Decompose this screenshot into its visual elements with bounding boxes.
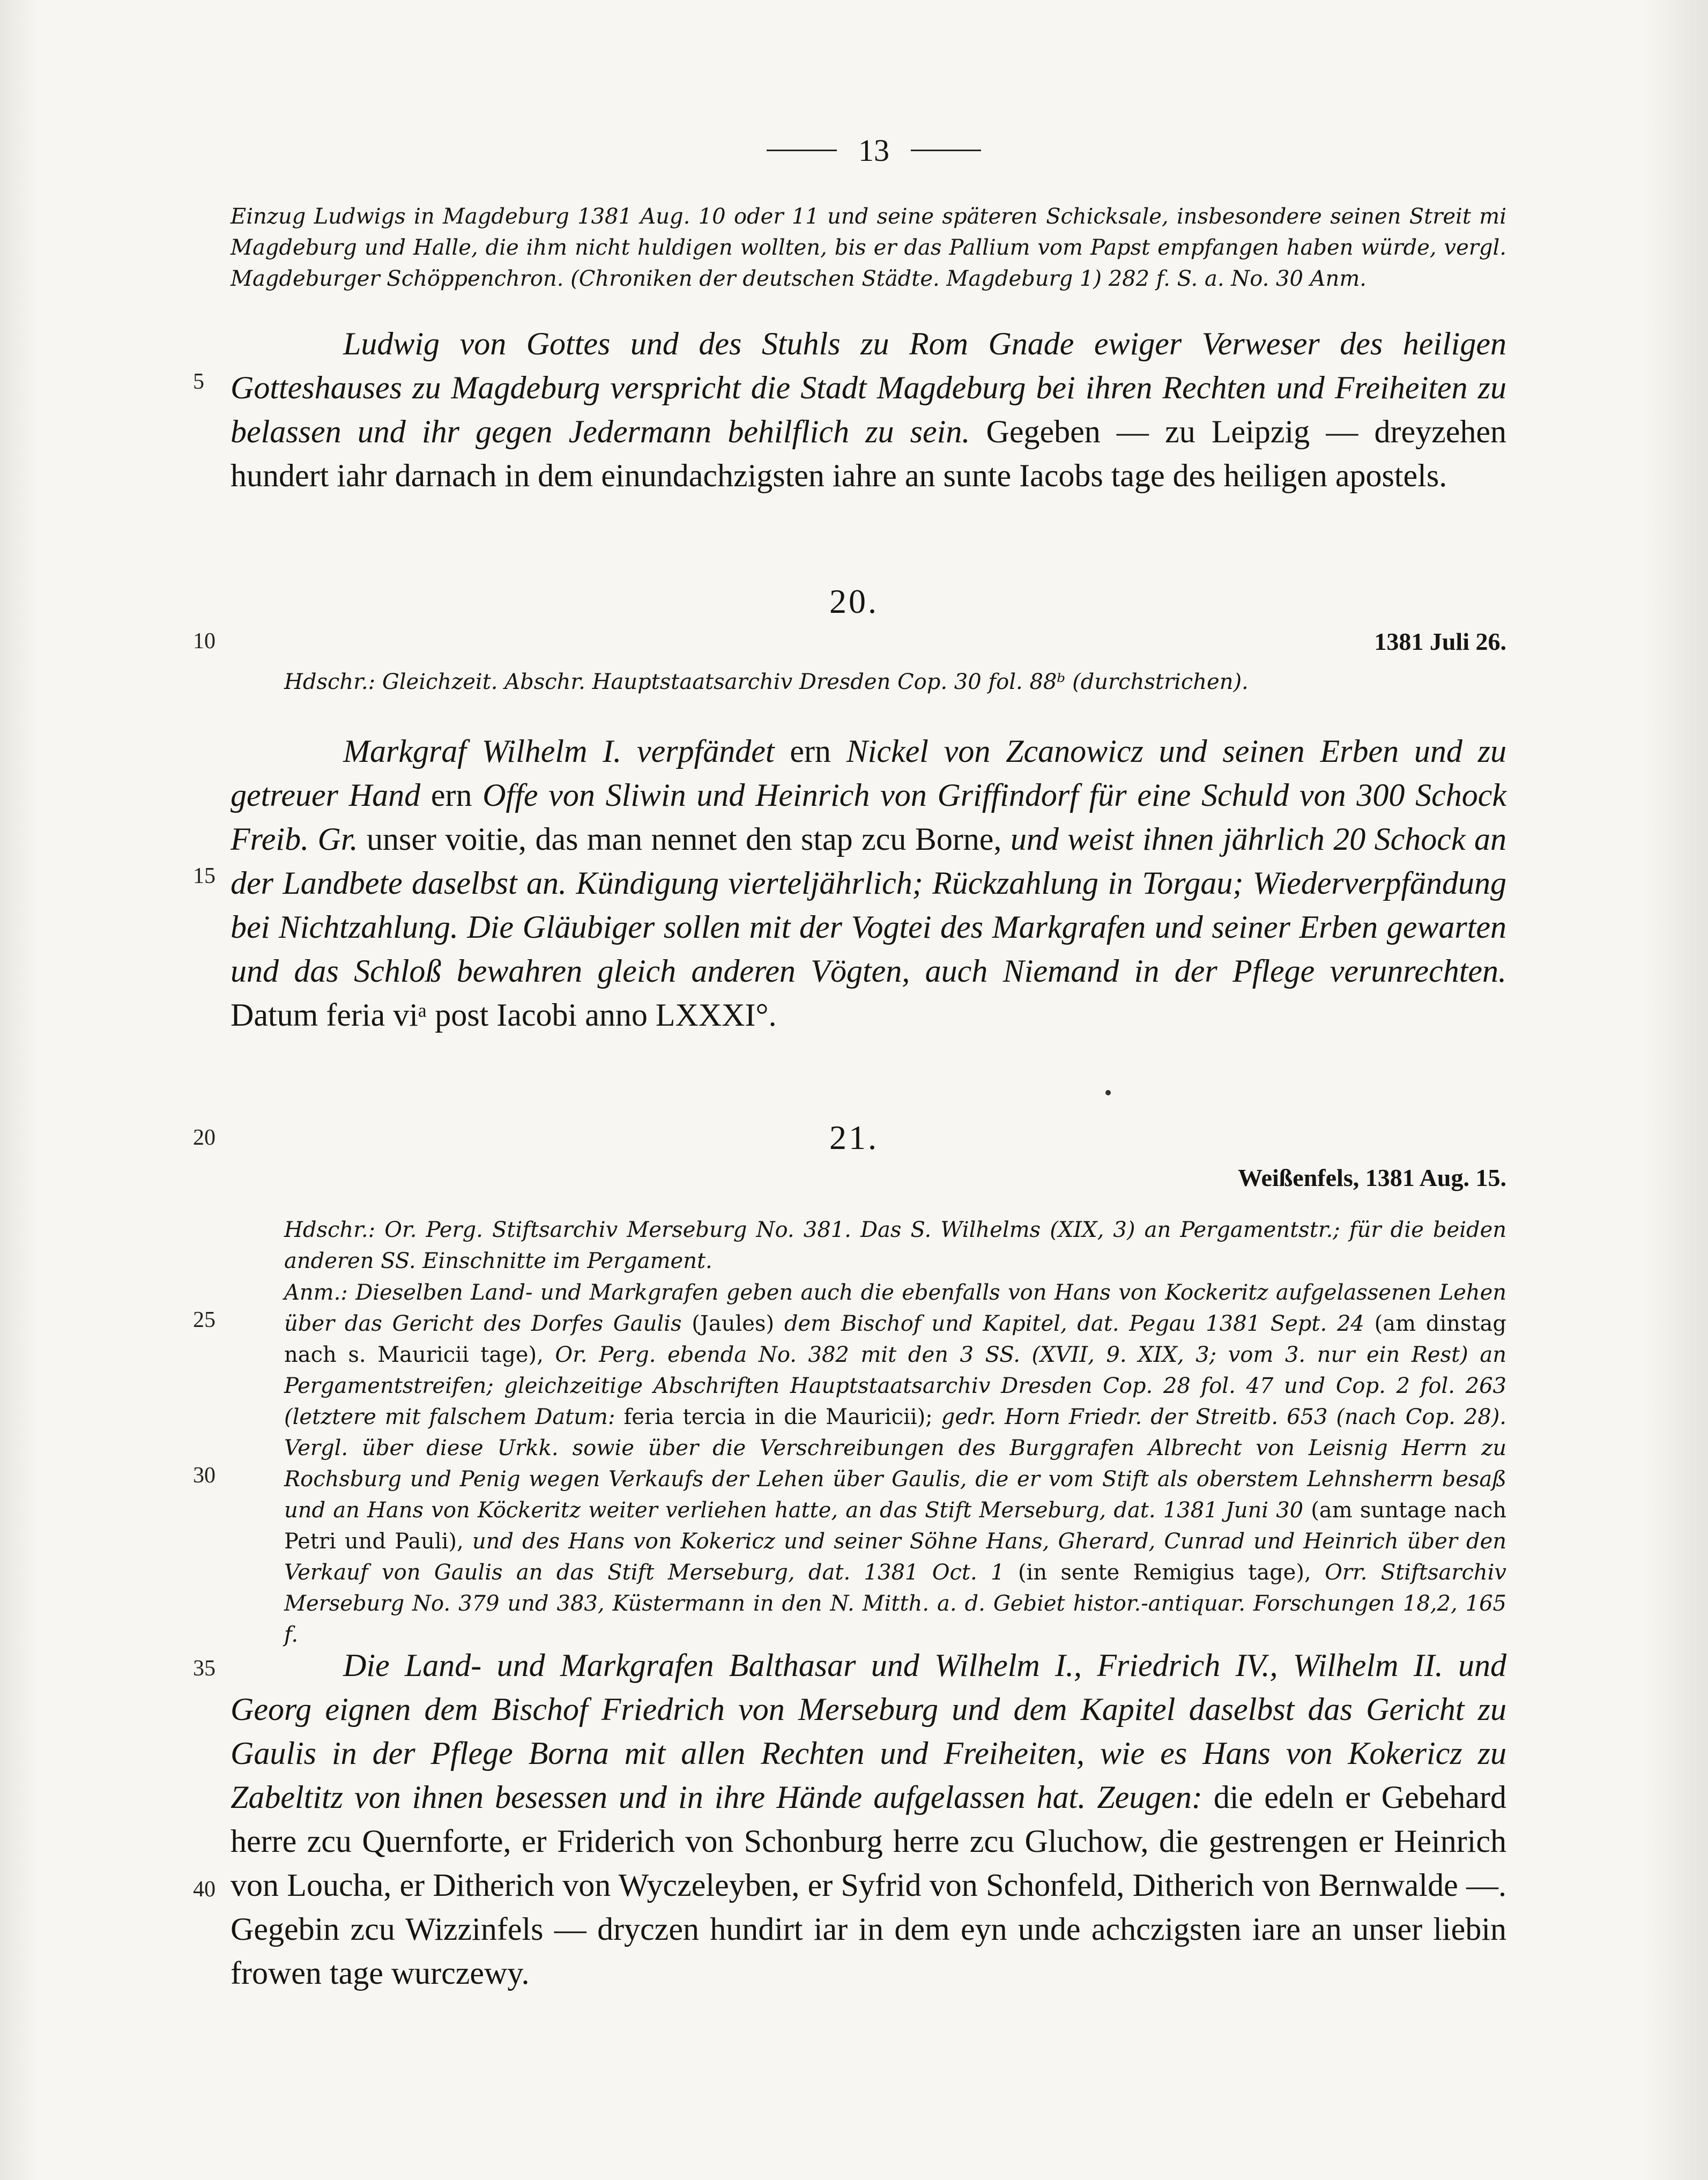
doc21-source-text: Hdschr.: Or. Perg. Stiftsarchiv Merseburg No. 381. Das S. Wilhelms (XIX, 3) an Pergamentstr.; für die beiden anderen SS. Einschnitte im Pergament.: [284, 1218, 1506, 1273]
line-number: 40: [193, 1877, 216, 1902]
doc21-summary: Die Land- und Markgrafen Balthasar und Wilhelm I., Friedrich IV., Wilhelm II. und Georg eignen dem Bischof Friedrich von Merseburg und dem Kapitel daselbst das Gericht zu Gaulis in der Pflege Borna mit allen Rechten und Freiheiten, wie es Hans von Kokericz zu Zabeltitz von ihnen besessen und in ihre Hände aufgelassen hat. Zeugen:: [231, 1648, 1506, 1815]
header-rule-right: [911, 150, 981, 151]
doc20-source: [231, 666, 1506, 698]
doc21-annotation: [231, 1277, 1506, 1650]
doc20-quote-4: Datum feria viᵃ post Iacobi anno LXXXI°.: [231, 997, 777, 1033]
intro-note-text: Einzug Ludwigs in Magdeburg 1381 Aug. 10 oder 11 und seine späteren Schicksale, insbesondere seinen Streit mi Magdeburg und Halle, die ihm nicht huldigen wollten, bis er das Pallium vom Papst empfangen haben würde, vergl. Magdeburger Schöppenchron. (Chroniken der deutschen Städte. Magdeburg 1) 282 f. S. a. No. 30 Anm.: [231, 204, 1506, 291]
anm-2: dem Bischof und Kapitel, dat. Pegau 1381 Sept. 24: [784, 1311, 1364, 1336]
page-number: 13: [858, 132, 889, 168]
ludwig-paragraph: [231, 322, 1506, 498]
line-number: 25: [193, 1308, 216, 1332]
doc21-source: [231, 1214, 1506, 1277]
doc20-quote-1: ern: [790, 733, 831, 769]
anm-1: Anm.: Dieselben Land- und Markgrafen geben auch die ebenfalls von Hans von Kockeritz aufgelassenen Lehen über das Gericht des Dorfes Gaulis: [284, 1280, 1506, 1336]
anm-q2: (am dinstag nach s. Mauricii tage),: [284, 1311, 1506, 1367]
anm-q4: (am suntage nach Petri und Pauli),: [284, 1498, 1506, 1554]
doc20-text-1: Markgraf Wilhelm I. verpfändet: [343, 733, 775, 769]
doc20-text-2: Nickel von Zcanowicz und seinen Erben und zu getreuer Hand: [231, 733, 1506, 813]
doc21-text: [231, 1643, 1506, 1995]
anm-q3: feria tercia in die Mauricii);: [623, 1405, 933, 1429]
doc20-quote-3: unser voitie, das man nennet den stap zcu Borne,: [366, 821, 1002, 857]
line-number: 35: [193, 1656, 216, 1681]
anm-q1: (Jaules): [692, 1311, 775, 1336]
doc21-number: 21.: [829, 1118, 879, 1156]
anm-4: gedr. Horn Friedr. der Streitb. 653 (nach Cop. 28). Vergl. über diese Urkk. sowie über die Verschreibungen des Burggrafen Albrecht von Leisnig Herrn zu Rochsburg und Penig wegen Verkaufs der Lehen über Gaulis, die er vom Stift als oberstem Lehnsherrn besaß und an Hans von Köckeritz weiter verliehen hatte, an das Stift Merseburg, dat. 1381 Juni 30: [284, 1405, 1507, 1523]
line-number: 5: [193, 369, 204, 394]
doc20-text-3: Offe von Sliwin und Heinrich von Griffindorf für eine Schuld von 300 Schock Freib. Gr.: [231, 777, 1507, 857]
anm-q5: (in sente Remigius tage),: [1018, 1560, 1311, 1585]
ink-speck: [1105, 1090, 1111, 1095]
header-rule-left: [767, 150, 837, 151]
doc20-date: 1381 Juli 26.: [1374, 628, 1506, 655]
scan-edge-right: [1644, 0, 1708, 2180]
line-number: 15: [193, 864, 216, 888]
anm-6: Orr. Stiftsarchiv Merseburg No. 379 und 383, Küstermann in den N. Mitth. a. d. Gebiet histor.-antiquar. Forschungen 18,2, 165 f.: [284, 1560, 1506, 1647]
intro-note: [231, 201, 1506, 294]
anm-5: und des Hans von Kokericz und seiner Söhne Hans, Gherard, Cunrad und Heinrich über den Verkauf von Gaulis an das Stift Merseburg, dat. 1381 Oct. 1: [284, 1529, 1507, 1585]
doc20-number: 20.: [829, 582, 879, 620]
scan-edge-left: [0, 0, 38, 2180]
line-number: 20: [193, 1125, 216, 1150]
doc21-date: Weißenfels, 1381 Aug. 15.: [1238, 1164, 1506, 1191]
anm-3: Or. Perg. ebenda No. 382 mit den 3 SS. (XVII, 9. XIX, 3; vom 3. nur ein Rest) an Pergamentstreifen; gleichzeitige Abschriften Hauptstaatsarchiv Dresden Cop. 28 fol. 47 und Cop. 2 fol. 263 (letztere mit falschem Datum:: [284, 1343, 1506, 1429]
line-number: 10: [193, 629, 216, 654]
page-header: [745, 129, 1002, 172]
doc20-source-text: Hdschr.: Gleichzeit. Abschr. Hauptstaatsarchiv Dresden Cop. 30 fol. 88ᵇ (durchstrichen).: [284, 670, 1249, 694]
line-number: 30: [193, 1463, 216, 1488]
doc20-quote-2: ern: [430, 777, 472, 813]
ludwig-quote: Gegeben — zu Leipzig — dreyzehen hundert iahr darnach in dem einundachzigsten iahre an sunte Iacobs tage des heiligen apostels.: [231, 414, 1507, 493]
doc21-quote: die edeln er Gebehard herre zcu Quernforte, er Friderich von Schonburg herre zcu Gluchow, die gestrengen er Heinrich von Loucha, er Ditherich von Wyczeleyben, er Syfrid von Schonfeld, Ditherich von Bernwalde —. Gegebin zcu Wizzinfels — dryczen hundirt iar in dem eyn unde achczigsten iare an unser liebin frowen tage wurczewy.: [231, 1779, 1507, 1991]
doc20-text: [231, 729, 1506, 1037]
ludwig-summary: Ludwig von Gottes und des Stuhls zu Rom Gnade ewiger Verweser des heiligen Gotteshauses zu Magdeburg verspricht die Stadt Magdeburg bei ihren Rechten und Freiheiten zu belassen und ihr gegen Jedermann behilflich zu sein.: [231, 326, 1506, 449]
doc20-text-4: und weist ihnen jährlich 20 Schock an der Landbete daselbst an. Kündigung vierteljährlich; Rückzahlung in Torgau; Wiederverpfändung bei Nichtzahlung. Die Gläubiger sollen mit der Vogtei des Markgrafen und seiner Erben gewarten und das Schloß bewahren gleich anderen Vögten, auch Niemand in der Pflege verunrechten.: [231, 821, 1506, 989]
